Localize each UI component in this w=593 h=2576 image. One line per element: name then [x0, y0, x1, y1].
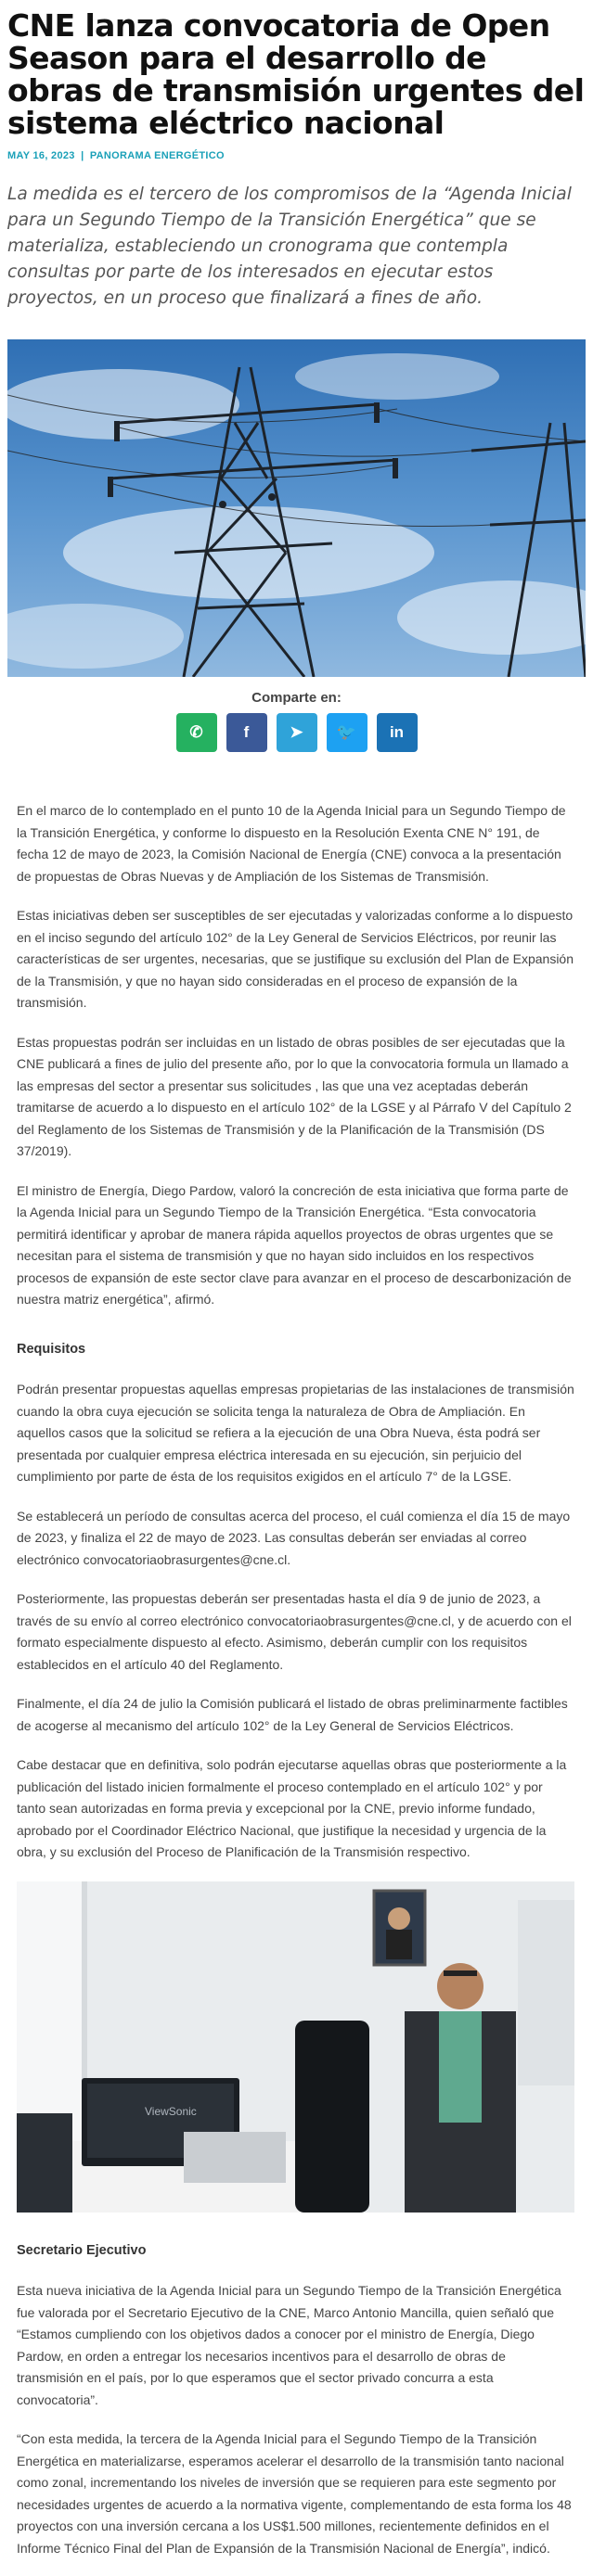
- body-paragraph: Se establecerá un período de consultas acerca del proceso, el cuál comienza el día 15 de mayo de 2023, y finaliza el 22 de mayo de 2023. Las consultas deberán ser enviadas al correo electrónico convocatoriaobrasurgentes@cne.cl.: [17, 1508, 571, 1567]
- section-heading-requisitos: Requisitos: [17, 1341, 86, 1357]
- share-label: Comparte en:: [251, 690, 342, 706]
- article-title: CNE lanza convocatoria de Open Season para el desarrollo de obras de transmisión urgentes del sistema eléctrico nacional: [7, 7, 585, 141]
- share-facebook-button[interactable]: [226, 713, 267, 752]
- hero-image-transmission-towers: [7, 339, 586, 677]
- share-linkedin-button[interactable]: [377, 713, 418, 752]
- article-category-link[interactable]: PANORAMA ENERGÉTICO: [89, 150, 225, 161]
- article-lead: La medida es el tercero de los compromisos de la “Agenda Inicial para un Segundo Tiempo de la Transición Energética” que se materializa, estableciendo un cronograma que contempla consultas por parte de los interesados en ejecutar estos proyectos, en un proceso que finalizará a fines de año.: [7, 185, 572, 308]
- body-paragraph: Finalmente, el día 24 de julio la Comisión publicará el listado de obras preliminarmente factibles de acogerse al mecanismo del artículo 102° de la Ley General de Servicios Eléctricos.: [17, 1696, 568, 1733]
- body-paragraph: Estas propuestas podrán ser incluidas en un listado de obras posibles de ser ejecutadas que la CNE publicará a fines de julio del presente año, por lo que la convocatoria formula un llamado a las empresas del sector a presentar sus solicitudes , las que una vez aceptadas deberán tramitarse de acuerdo a lo dispuesto en el artículo 102° de la LGSE y al Párrafo V del Capítulo 2 del Reglamento de los Sistemas de Transmisión y de la Planificación de la Transmisión (DS 37/2019).: [17, 1034, 572, 1158]
- share-telegram-button[interactable]: [277, 713, 317, 752]
- body-paragraph: El ministro de Energía, Diego Pardow, valoró la concreción de esta iniciativa que forma parte de la Agenda Inicial para un Segundo Tiempo de la Transición Energética. “Esta convocatoria permitirá identificar y aprobar de manera rápida aquellos proyectos de obras urgentes que se necesitan para el sistema de transmisión y que no hayan sido incluidos en los respectivos procesos de expansión de este sector clave para avanzar en el proceso de descarbonización de nuestra matriz energética”, afirmó.: [17, 1182, 572, 1307]
- meta-separator: |: [81, 150, 84, 161]
- linkedin-icon: in: [389, 723, 405, 741]
- body-paragraph: Posteriormente, las propuestas deberán ser presentadas hasta el día 9 de junio de 2023, a través de su envío al correo electrónico convocatoriaobrasurgentes@cne.cl, y de acuerdo con el formato especialmente dispuesto al efecto. Asimismo, deberán cumplir con los requisitos establecidos en el artículo 40 del Reglamento.: [17, 1591, 572, 1672]
- office-photo-executive-secretary: [17, 1881, 574, 2213]
- share-buttons: [0, 713, 593, 752]
- share-section: [0, 690, 593, 752]
- body-paragraph: Cabe destacar que en definitiva, solo podrán ejecutarse aquellas obras que posteriormente a la publicación del listado inicien formalmente el proceso contemplado en el artículo 102° y por tanto sean autorizadas en forma previa y excepcional por la CNE, previo informe fundado, aprobado por el Coordinador Eléctrico Nacional, que justifique la necesidad y urgencia de la obra, y su exclusión del Proceso de Planificación de la Transmisión respectivo.: [17, 1757, 567, 1859]
- body-paragraph: “Con esta medida, la tercera de la Agenda Inicial para el Segundo Tiempo de la Transición Energética en materializarse, esperamos acelerar el desarrollo de la transmisión tanto nacional como zonal, incrementando los niveles de inversión que se requieren para este segmento por necesidades urgentes de acuerdo a la normativa vigente, complementando de esta forma los 48 proyectos con una inversión cercana a los US$1.500 millones, recientemente definidos en el Informe Técnico Final del Plan de Expansión de la Transmisión Nacional de Energía”, indicó.: [17, 2431, 572, 2556]
- twitter-icon: 🐦: [336, 723, 357, 741]
- article-meta: [7, 150, 586, 161]
- body-paragraph: En el marco de lo contemplado en el punto 10 de la Agenda Inicial para un Segundo Tiempo de la Transición Energética, y conforme lo dispuesto en la Resolución Exenta CNE N° 191, de fecha 12 de mayo de 2023, la Comisión Nacional de Energía (CNE) convoca a la presentación de propuestas de Obras Nuevas y de Ampliación de los Sistemas de Transmisión.: [17, 803, 566, 884]
- whatsapp-icon: ✆: [189, 723, 203, 741]
- body-paragraph: Esta nueva iniciativa de la Agenda Inicial para un Segundo Tiempo de la Transición Energética fue valorada por el Secretario Ejecutivo de la CNE, Marco Antonio Mancilla, quien señaló que “Estamos cumpliendo con los objetivos dados a conocer por el ministro de Energía, Diego Pardow, en orden a entregar los necesarios incentivos para el desarrollo de obras de transmisión en el país, por lo que esperamos que el sector privado concurra a esta convocatoria”.: [17, 2283, 561, 2407]
- body-paragraph: Podrán presentar propuestas aquellas empresas propietarias de las instalaciones de transmisión cuando la obra cuya ejecución se solicita tenga la naturaleza de Obra de Ampliación. En aquellos casos que la solicitud se refiera a la ejecución de una Obra Nueva, ésta podrá ser presentada por cualquier empresa eléctrica interesada en su ejecución, sin perjuicio del cumplimiento por parte de ésta de los requisitos exigidos en el artículo 7° de la LGSE.: [17, 1382, 574, 1484]
- article-body: [17, 800, 574, 2559]
- facebook-icon: f: [243, 723, 250, 741]
- telegram-icon: ➤: [290, 723, 303, 741]
- monitor-brand: ViewSonic: [145, 2104, 197, 2118]
- section-heading-secretario-ejecutivo: Secretario Ejecutivo: [17, 2242, 147, 2258]
- share-whatsapp-button[interactable]: [176, 713, 217, 752]
- share-twitter-button[interactable]: [327, 713, 367, 752]
- body-paragraph: Estas iniciativas deben ser susceptibles de ser ejecutadas y valorizadas conforme a lo dispuesto en el inciso segundo del artículo 102° de la Ley General de Servicios Eléctricos, por reunir las características de ser urgentes, necesarias, que se justifique su exclusión del Plan de Expansión de la Transmisión, y que no hayan sido consideradas en el proceso de expansión de la transmisión.: [17, 908, 574, 1010]
- article-date: MAY 16, 2023: [7, 150, 75, 161]
